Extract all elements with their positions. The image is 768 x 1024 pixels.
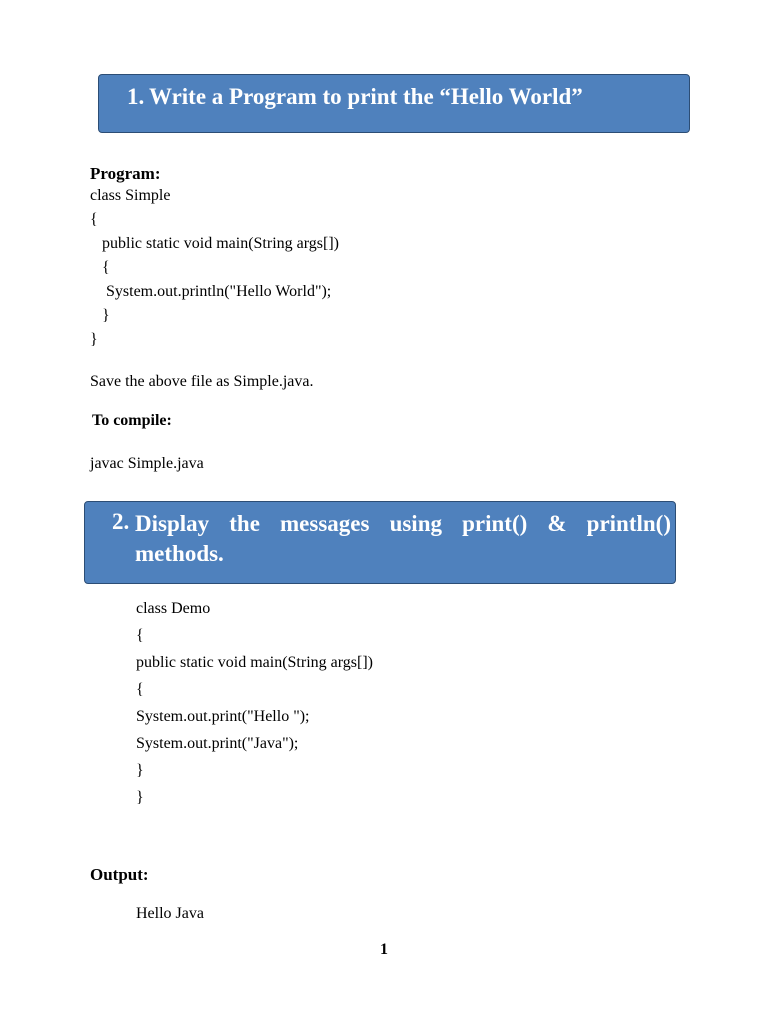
page-number: 1 bbox=[380, 941, 388, 958]
code-line: System.out.println("Hello World"); bbox=[90, 283, 332, 300]
code-line: } bbox=[136, 789, 144, 806]
section-1-number: 1. bbox=[127, 84, 145, 109]
code-line: class Simple bbox=[90, 187, 171, 204]
code-line: public static void main(String args[]) bbox=[136, 654, 373, 671]
code-line: { bbox=[90, 211, 98, 228]
program-label: Program: bbox=[90, 164, 161, 183]
code-line: class Demo bbox=[136, 600, 211, 617]
section-2-title: Display the messages using print() & println() methods. bbox=[135, 511, 671, 566]
section-1-heading-banner bbox=[98, 74, 690, 133]
code-line: System.out.print("Java"); bbox=[136, 735, 299, 752]
code-line: } bbox=[90, 331, 98, 348]
code-line: System.out.print("Hello "); bbox=[136, 708, 310, 725]
code-line: { bbox=[136, 681, 144, 698]
code-line: { bbox=[136, 627, 144, 644]
code-line: public static void main(String args[]) bbox=[90, 235, 339, 252]
section-2-number: 2. bbox=[112, 509, 130, 534]
compile-command: javac Simple.java bbox=[90, 455, 204, 472]
section-2-heading-banner bbox=[84, 501, 676, 584]
section-1-title: Write a Program to print the “Hello World” bbox=[149, 84, 583, 109]
code-line: } bbox=[90, 307, 110, 324]
code-line: { bbox=[90, 259, 110, 276]
save-note: Save the above file as Simple.java. bbox=[90, 373, 314, 390]
output-label: Output: bbox=[90, 865, 149, 884]
compile-label: To compile: bbox=[92, 412, 172, 429]
output-text: Hello Java bbox=[136, 905, 204, 922]
code-line: } bbox=[136, 762, 144, 779]
